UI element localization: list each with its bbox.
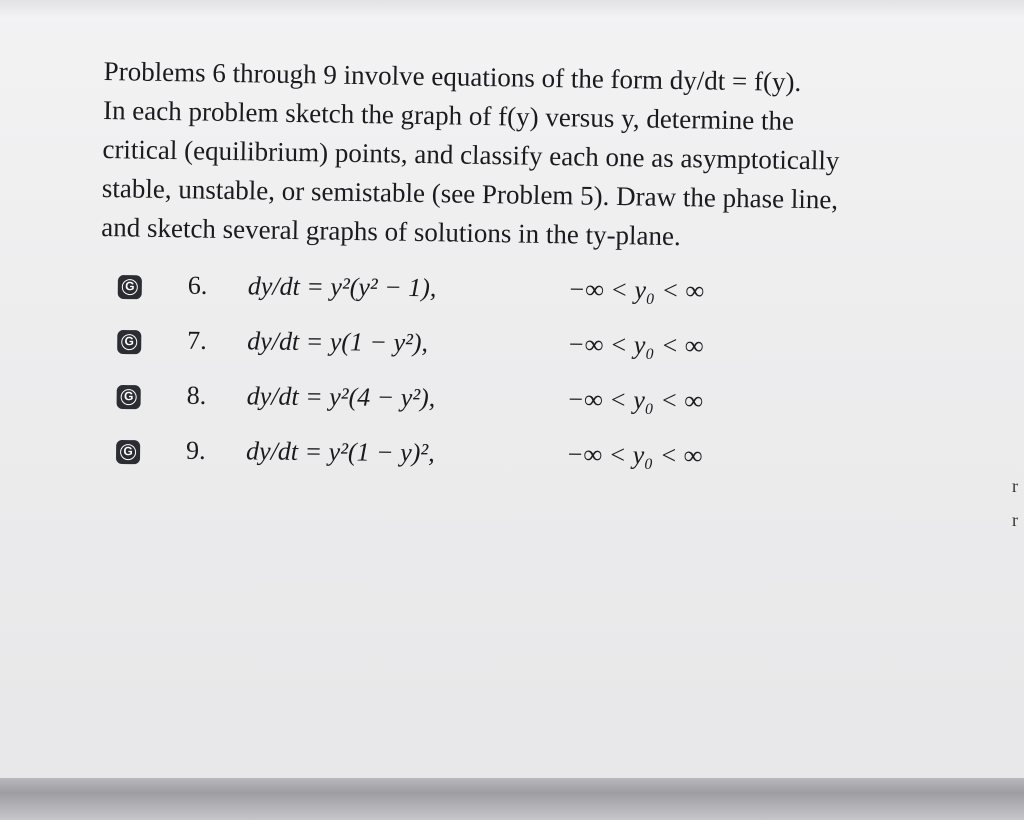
- problem-equation: dy/dt = y²(y² − 1),: [247, 271, 437, 303]
- badge-letter: G: [120, 444, 136, 460]
- problem-instructions: [101, 52, 1004, 261]
- problem-number: 8.: [186, 380, 207, 410]
- problem-item: [116, 380, 817, 442]
- instruction-line: critical (equilibrium) points, and classify each one as asymptotically: [102, 133, 840, 176]
- initial-value-range: −∞ < y₀ < ∞: [567, 329, 704, 361]
- instruction-line: Problems 6 through 9 involve equations of the form dy/dt = f(y).: [103, 55, 802, 97]
- cropped-edge-text: r: [1012, 510, 1018, 530]
- problem-equation: dy/dt = y²(1 − y)²,: [245, 436, 435, 468]
- page-bottom-edge: [0, 778, 1024, 820]
- graphing-badge-icon: [117, 330, 141, 354]
- problem-item: [116, 435, 817, 497]
- problem-number: 6.: [187, 270, 208, 300]
- initial-value-range: −∞ < y₀ < ∞: [565, 439, 703, 471]
- graphing-badge-icon: [116, 440, 140, 464]
- problem-number: 9.: [185, 435, 206, 465]
- cropped-edge-text: r: [1012, 476, 1018, 496]
- instruction-line: In each problem sketch the graph of f(y) versus y, determine the: [102, 94, 795, 136]
- graphing-badge-icon: [118, 275, 142, 299]
- problem-equation: dy/dt = y(1 − y²),: [247, 326, 429, 358]
- instruction-line: and sketch several graphs of solutions in the ty-plane.: [101, 211, 682, 252]
- initial-value-range: −∞ < y₀ < ∞: [567, 274, 705, 306]
- problem-number: 7.: [187, 325, 207, 355]
- badge-letter: G: [121, 334, 137, 350]
- problem-equation: dy/dt = y²(4 − y²),: [246, 381, 436, 413]
- graphing-badge-icon: [117, 385, 141, 409]
- initial-value-range: −∞ < y₀ < ∞: [566, 384, 704, 416]
- badge-letter: G: [122, 279, 138, 295]
- page-top-shadow: [0, 0, 1024, 18]
- problem-item: [117, 325, 818, 387]
- instruction-line: stable, unstable, or semistable (see Problem 5). Draw the phase line,: [101, 172, 839, 215]
- problem-list: [116, 270, 818, 497]
- problem-item: [117, 270, 818, 332]
- badge-letter: G: [121, 389, 137, 405]
